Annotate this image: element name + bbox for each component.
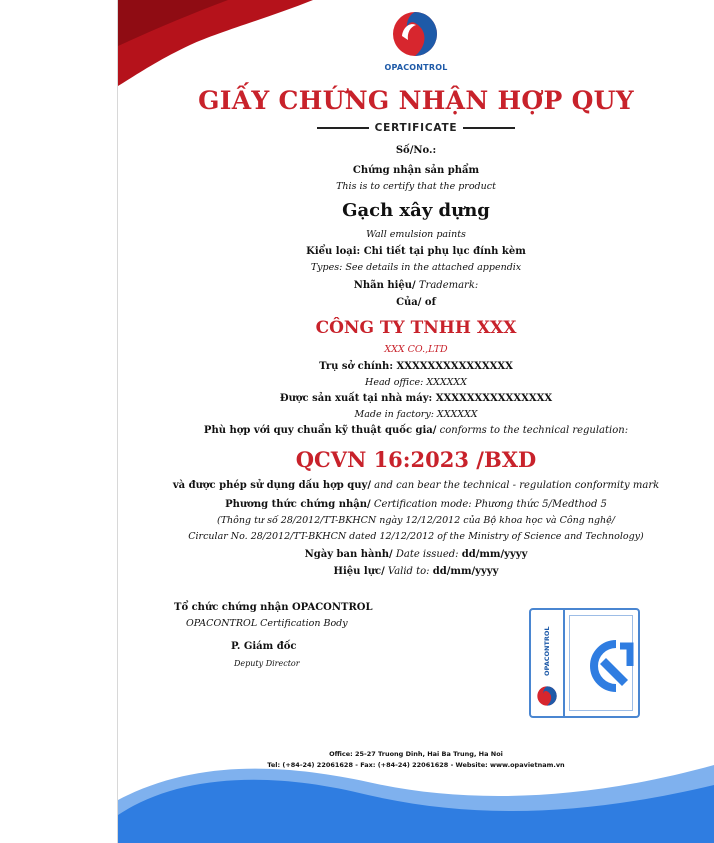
- subtitle-rule-left: [317, 127, 369, 129]
- footer-contact: Tel: (+84-24) 22061628 - Fax: (+84-24) 22061628 - Website: www.opavietnam.vn: [267, 761, 565, 769]
- stamp-logo-icon: [536, 685, 558, 707]
- date-issued-vi: Ngày ban hành/: [304, 549, 393, 560]
- conformity-mark-line: [118, 480, 714, 491]
- product-name-en: Wall emulsion paints: [366, 229, 466, 240]
- certify-product-en: This is to certify that the product: [336, 181, 496, 192]
- valid-to-value: dd/mm/yyyy: [432, 566, 499, 577]
- date-issued-en: Date issued:: [392, 549, 462, 560]
- conformity-line-vi: Phù hợp với quy chuẩn kỹ thuật quốc gia/: [203, 425, 437, 436]
- trademark-label-vi: Nhãn hiệu/: [353, 280, 416, 291]
- product-name: Gạch xây dựng: [342, 200, 490, 221]
- signature-org-en: OPACONTROL Certification Body: [186, 618, 348, 629]
- subtitle-rule-right: [463, 127, 515, 129]
- trademark-line: [118, 280, 714, 291]
- certificate-title: GIẤY CHỨNG NHẬN HỢP QUY: [198, 86, 634, 115]
- conformity-stamp: [529, 608, 640, 718]
- conformity-mark-vi: và được phép sử dụng dấu hợp quy/: [172, 480, 371, 491]
- signature-title-vi: P. Giám đốc: [231, 641, 297, 652]
- head-office-en: Head office: XXXXXX: [365, 377, 467, 388]
- valid-to-line: [118, 566, 714, 577]
- certificate-subtitle: CERTIFICATE: [374, 122, 458, 134]
- valid-to-en: Valid to:: [384, 566, 433, 577]
- valid-to-vi: Hiệu lực/: [333, 566, 385, 577]
- certification-mode-vi: Phương thức chứng nhận/: [225, 499, 371, 510]
- logo-text: OPACONTROL: [384, 63, 448, 72]
- circular-en: Circular No. 28/2012/TT-BKHCN dated 12/12/2012 of the Ministry of Science and Technology): [188, 531, 644, 542]
- signature-title-en: Deputy Director: [234, 659, 300, 668]
- factory-en: Made in factory: XXXXXX: [354, 409, 478, 420]
- signature-org-vi: Tổ chức chứng nhận OPACONTROL: [174, 602, 373, 613]
- of-line: Của/ of: [396, 297, 436, 308]
- circular-vi: (Thông tư số 28/2012/TT-BKHCN ngày 12/12/2012 của Bộ khoa học và Công nghệ/: [217, 515, 615, 526]
- stamp-brand-text: OPACONTROL: [543, 626, 551, 676]
- subtitle-row: [118, 120, 714, 136]
- company-name-en: XXX CO.,LTD: [384, 344, 448, 355]
- trademark-label-en: Trademark:: [415, 280, 479, 291]
- footer-office: Office: 25-27 Truong Dinh, Hai Ba Trung, Ha Noi: [329, 750, 503, 758]
- factory-vi: Được sản xuất tại nhà máy: XXXXXXXXXXXXXXX: [279, 393, 553, 404]
- cr-mark-icon: [586, 636, 634, 696]
- stamp-divider: [563, 610, 565, 716]
- regulation-code: QCVN 16:2023 /BXD: [295, 447, 537, 472]
- head-office-vi: Trụ sở chính: XXXXXXXXXXXXXXX: [319, 361, 513, 372]
- company-name: CÔNG TY TNHH XXX: [315, 318, 517, 338]
- certification-mode-en: Certification mode: Phương thức 5/Medthod 5: [370, 499, 607, 510]
- product-type-en: Types: See details in the attached appendix: [310, 262, 522, 273]
- product-type-vi: Kiểu loại: Chi tiết tại phụ lục đính kèm: [306, 246, 526, 257]
- date-issued-line: [118, 549, 714, 560]
- conformity-line-en: conforms to the technical regulation:: [436, 425, 629, 436]
- date-issued-value: dd/mm/yyyy: [461, 549, 528, 560]
- certify-product-vi: Chứng nhận sản phẩm: [352, 165, 480, 176]
- certificate-number-label: Số/No.:: [395, 145, 437, 156]
- conformity-line: [118, 425, 714, 436]
- certification-mode-line: [118, 499, 714, 510]
- certificate-page: [118, 0, 714, 843]
- conformity-mark-en: and can bear the technical - regulation conformity mark: [370, 480, 660, 491]
- opacontrol-logo-icon: [390, 9, 440, 59]
